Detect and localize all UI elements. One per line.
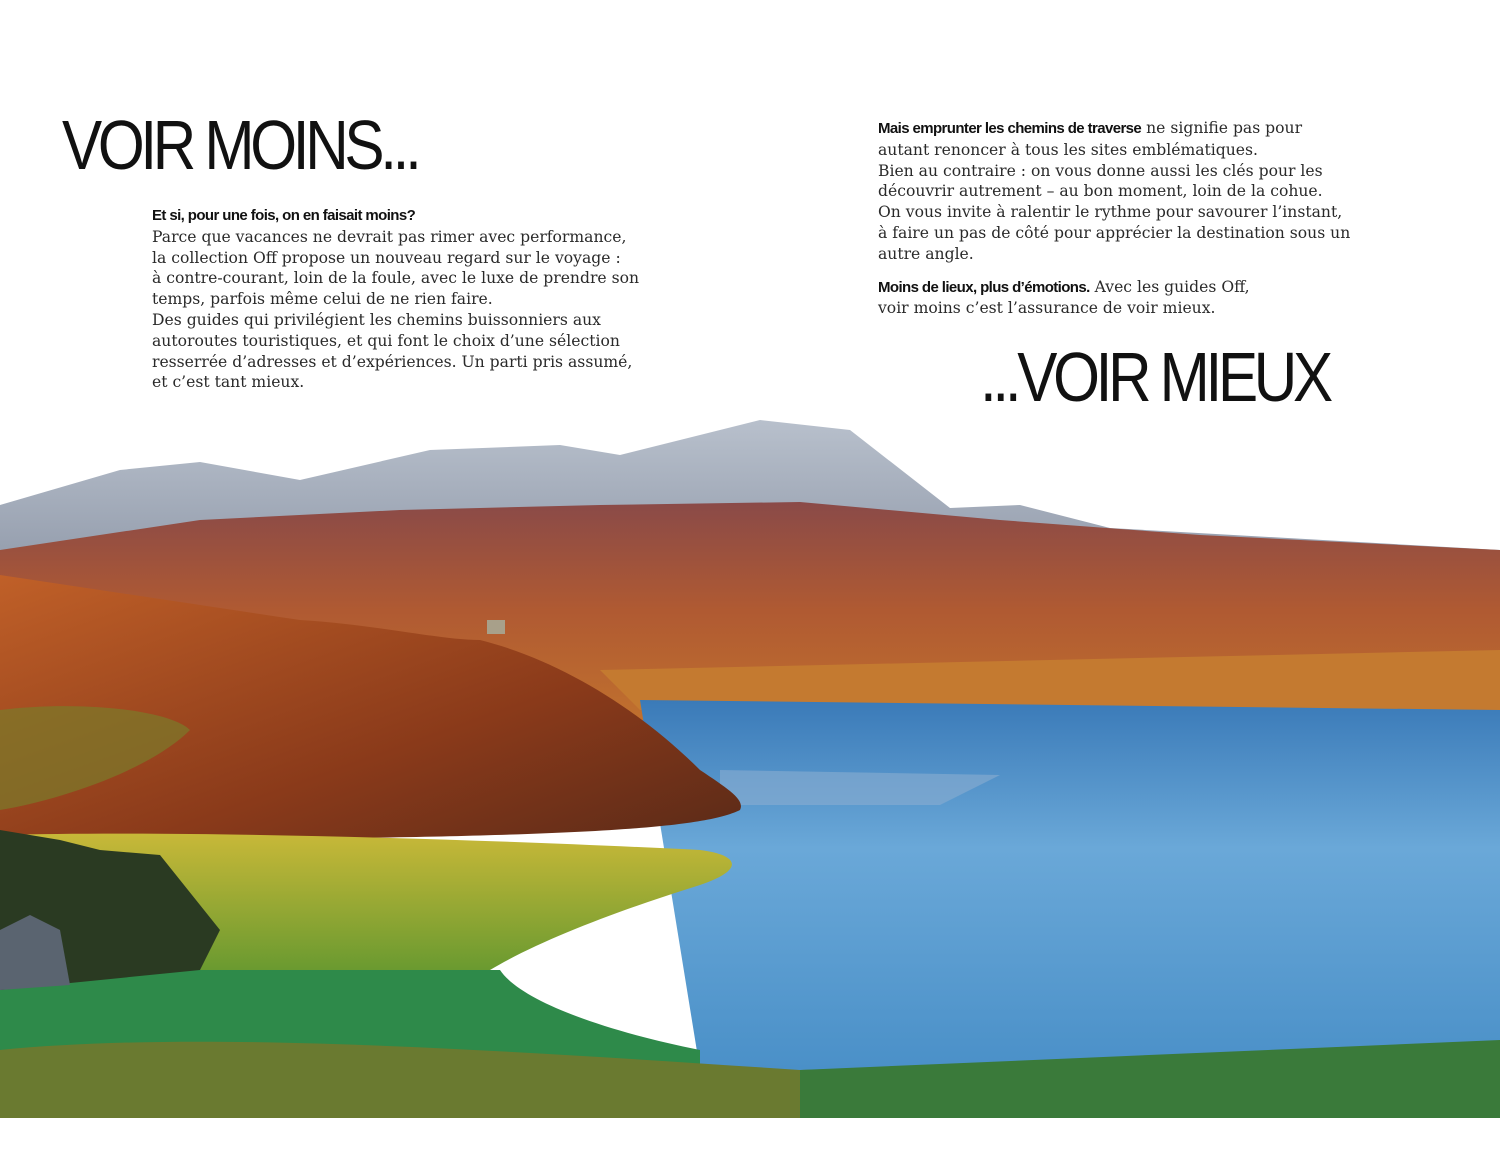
lead-emotions: Moins de lieux, plus d’émotions. (878, 278, 1090, 296)
text-line: à faire un pas de côté pour apprécier la destination sous un (878, 223, 1351, 242)
text-fragment: Avec les guides Off, (1089, 277, 1250, 296)
text-line: Parce que vacances ne devrait pas rimer avec performance, (152, 227, 627, 246)
intro-text-left (152, 206, 639, 393)
text-line: à contre-courant, loin de la foule, avec le luxe de prendre son (152, 269, 640, 288)
lead-question: Et si, pour une fois, on en faisait moins? (152, 207, 416, 224)
text-line: autant renoncer à tous les sites emblématiques. (878, 140, 1258, 159)
text-line: Des guides qui privilégient les chemins buissonniers aux (152, 310, 601, 329)
text-line: Bien au contraire : on vous donne aussi les clés pour les (878, 161, 1323, 180)
text-line: la collection Off propose un nouveau regard sur le voyage : (152, 248, 621, 267)
heading-voir-moins: VOIR MOINS... (62, 106, 418, 184)
tower-ruin (487, 620, 505, 634)
text-line: et c’est tant mieux. (152, 373, 305, 392)
text-line: temps, parfois même celui de ne rien faire. (152, 290, 493, 309)
text-line: autoroutes touristiques, et qui font le choix d’une sélection (152, 331, 620, 350)
text-line: On vous invite à ralentir le rythme pour savourer l’instant, (878, 203, 1343, 222)
text-line: resserrée d’adresses et d’expériences. Un parti pris assumé, (152, 352, 633, 371)
text-line: découvrir autrement – au bon moment, loin de la cohue. (878, 182, 1323, 201)
text-line: voir moins c’est l’assurance de voir mieux. (878, 299, 1216, 318)
heading-voir-mieux: ...VOIR MIEUX (980, 338, 1329, 416)
lead-traverse: Mais emprunter les chemins de traverse (878, 120, 1142, 137)
text-line: autre angle. (878, 244, 974, 263)
landscape-photo (0, 410, 1500, 1120)
text-line (878, 118, 1350, 140)
intro-text-right (878, 118, 1350, 319)
text-fragment: ne signifie pas pour (1141, 119, 1303, 137)
text-line (878, 277, 1350, 299)
